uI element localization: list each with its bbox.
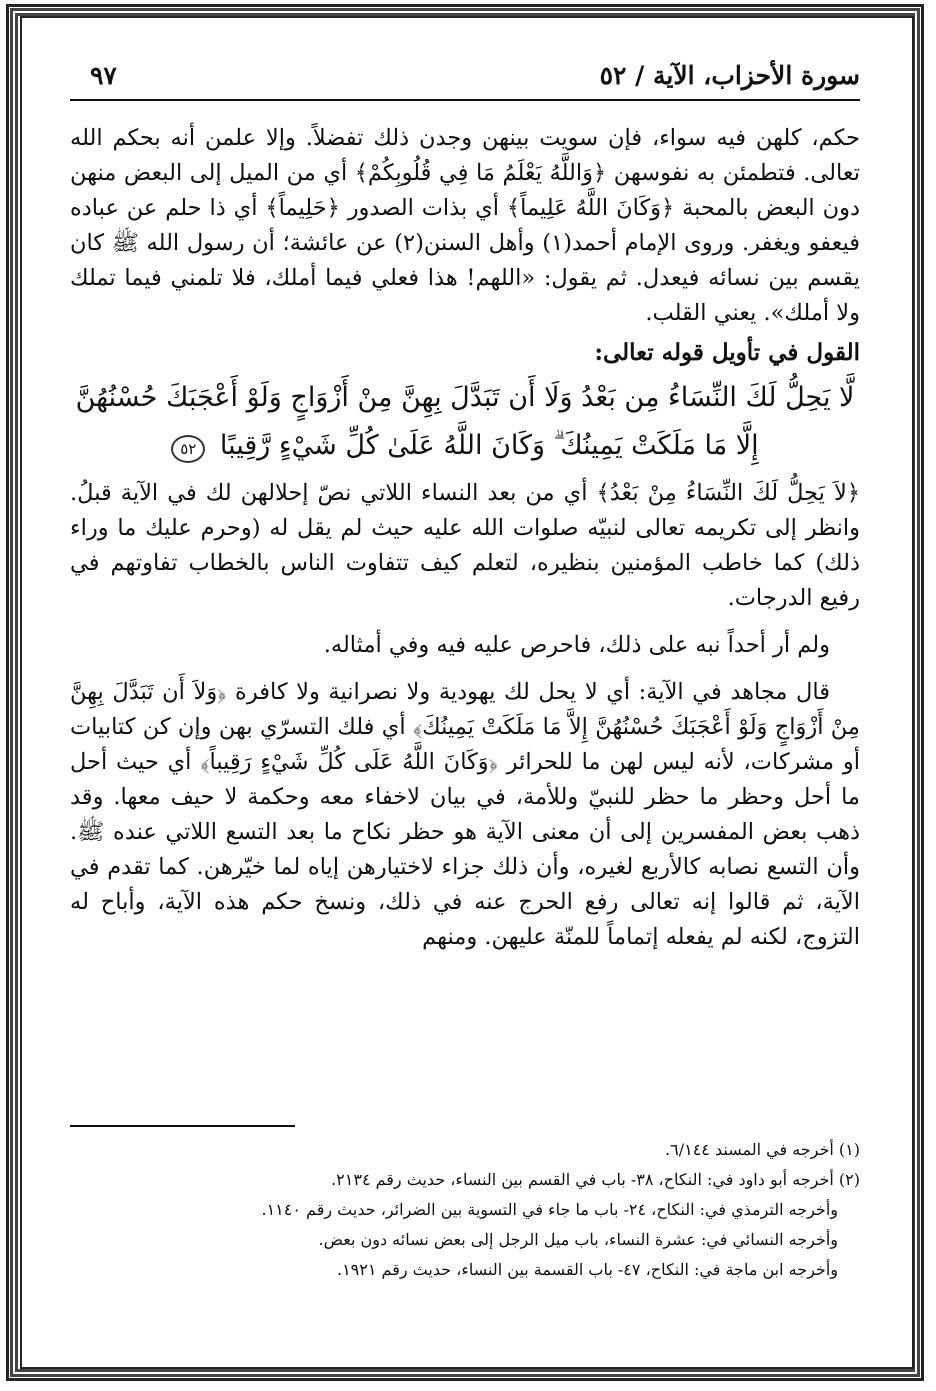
header-title: سورة الأحزاب، الآية / ٥٢ (599, 61, 860, 90)
footnote-2-cont-2: وأخرجه النسائي في: عشرة النساء، باب ميل الرجل إلى بعض نسائه دون بعض. (318, 1230, 838, 1249)
main-text (70, 121, 860, 955)
verse-number-marker: ٥٢ (171, 435, 205, 463)
paragraph-4: قال مجاهد في الآية: أي لا يحل لك يهودية ولا نصرانية ولا كافرة ﴿وَلاَ أَن تَبَدَّلَ بِهِنَّ مِنْ أَزْوَاجٍ وَلَوْ أَعْجَبَكَ حُسْنُهُنَّ إِلاَّ مَا مَلَكَتْ يَمِينُكَ﴾ أي فلك التسرّي بهن وإن كن كتابيات أو مشركات، لأنه ليس لهن ما للحرائر ﴿وَكَانَ اللَّهُ عَلَى كُلِّ شَيْءٍ رَقِيباً﴾ أي حيث أحل ما أحل وحظر ما حظر للنبيّ وللأمة، في بيان لاخفاء معه وحكمة لا حيف معها. وقد ذهب بعض المفسرين إلى أن معنى الآية هو حظر نكاح ما بعد التسع اللاتي عنده ﷺ. وأن التسع نصابه كالأربع لغيره، وأن ذلك جزاء لاختيارهن إياه لما خيّرهن. كما تقدم في الآية، ثم قالوا إنه تعالى رفع الحرج عنه في ذلك، ونسخ حكم هذه الآية، وأباح له التزوج، لكنه لم يفعله إتماماً للمنّة عليهن. ومنهم (70, 679, 860, 950)
paragraph-3: ولم أر أحداً نبه على ذلك، فاحرص عليه فيه وفي أمثاله. (323, 632, 830, 658)
footnote-2: (٢) أخرجه أبو داود في: النكاح، ٣٨- باب في القسم بين النساء، حديث رقم ٢١٣٤. (331, 1170, 860, 1189)
footnote-1: (١) أخرجه في المسند ٦/١٤٤. (665, 1140, 860, 1159)
footnote-separator (70, 1125, 295, 1127)
running-header (70, 55, 860, 101)
footnote-2-cont-3: وأخرجه ابن ماجة في: النكاح، ٤٧- باب القسمة بين النساء، حديث رقم ١٩٢١. (336, 1260, 838, 1279)
paragraph-1: حكم، كلهن فيه سواء، فإن سويت بينهن وجدن ذلك تفضلاً. وإلا علمن أنه بحكم الله تعالى. فتطمئن به نفوسهن ﴿وَاللَّهُ يَعْلَمُ مَا فِي قُلُوبِكُمْ﴾ أي من الميل إلى البعض منهن دون البعض بالمحبة ﴿وَكَانَ اللَّهُ عَلِيماً﴾ أي بذات الصدور ﴿حَلِيماً﴾ أي ذا حلم عن عباده فيعفو ويغفر. وروى الإمام أحمد(١) وأهل السنن(٢) عن عائشة؛ أن رسول الله ﷺ كان يقسم بين نسائه فيعدل. ثم يقول: «اللهم! هذا فعلي فيما أملك، فلا تلمني فيما تملك ولا أملك». يعني القلب. (70, 125, 860, 326)
page-number: ٩٧ (90, 61, 117, 90)
quran-verse (70, 374, 860, 470)
paragraph-2: ﴿لاَ يَحِلُّ لَكَ النِّسَاءُ مِنْ بَعْدُ﴾ أي من بعد النساء اللاتي نصّ إحلالهن لك في الآية قبلُ. وانظر إلى تكريمه تعالى لنبيّه صلوات الله عليه حيث لم يقل له (وحرم عليك ما وراء ذلك) كما خاطب المؤمنين بنظيره، لتعلم كيف تتفاوت الناس بالخطاب تفاوتهم في رفيع الدرجات. (70, 480, 860, 611)
footnote-2-cont-1: وأخرجه الترمذي في: النكاح، ٢٤- باب ما جاء في التسوية بين الضرائر، حديث رقم ١١٤٠. (261, 1200, 838, 1219)
verse-line-1: لَّا يَحِلُّ لَكَ النِّسَاءُ مِن بَعْدُ وَلَا أَن تَبَدَّلَ بِهِنَّ مِنْ أَزْوَاجٍ وَلَوْ أَعْجَبَكَ حُسْنُهُنَّ (75, 382, 855, 413)
page-content (70, 55, 860, 1355)
section-heading: القول في تأويل قوله تعالى: (594, 339, 860, 366)
footnotes (70, 1135, 860, 1285)
verse-line-2: إِلَّا مَا مَلَكَتْ يَمِينُكَ ۗ وَكَانَ اللَّهُ عَلَىٰ كُلِّ شَيْءٍ رَّقِيبًا (219, 430, 759, 461)
